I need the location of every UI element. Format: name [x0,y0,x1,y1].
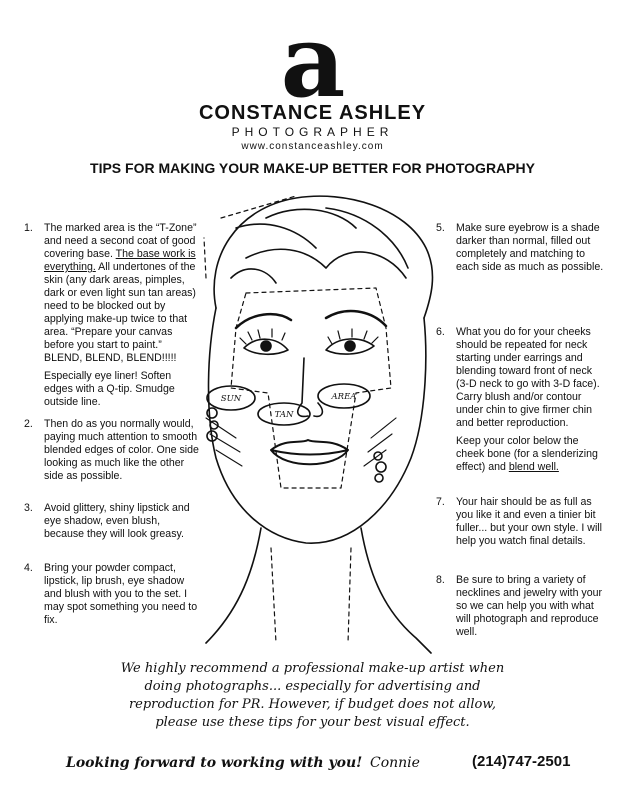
tip-text: Your hair should be as full as you like it and even a tinier bit fuller... but your own style. I will help you watch final details. [456,496,603,547]
tip-number: 7. [436,496,445,508]
tip-number: 8. [436,574,445,586]
logo [268,22,358,102]
tip-text-part: All undertones of the skin (any dark areas, pimples, dark or even light sun tan areas) need to be blocked out by applying make-up twice to that area. “Prepare your canvas before you start to paint.” BLEND, BLEND, BLEND!!!!! [44,261,196,364]
sun-label: SUN [220,394,242,404]
logo-letter: a [280,22,346,102]
earring-right [374,452,386,482]
face-illustration [176,188,454,658]
tip-extra-part: Keep your color below the cheek bone (for a slenderizing effect) and [456,435,598,473]
t-zone-outline [231,288,391,488]
tip-number: 1. [24,222,33,234]
signer-name: Connie [370,755,420,771]
tip-text-part: The marked area is the “T-Zone” and need a second coat of good covering base. [44,222,197,260]
tip-number: 5. [436,222,445,234]
area-label: AREA [331,392,357,402]
neck-outline [206,528,431,653]
tip-extra: Especially eye liner! Soften edges with a Q-tip. Smudge outside line. [44,370,175,408]
tip-text: What you do for your cheeks should be repeated for neck starting under earrings and blending toward front of neck (3-D neck to go with 3-D face). Carry blush and/or contour under chin to give firmer chin and better reproduction. [456,326,600,429]
logo-mark-icon [268,22,358,102]
cheek-strokes-left [206,418,242,466]
closing-message [0,660,625,732]
lips [271,440,348,464]
tip-8 [436,574,604,639]
tip-text: Then do as you normally would, paying much attention to smooth blended edges of color. One side looking as much like the other side as possible. [44,418,199,482]
closing-line: please use these tips for your best visual effect. [155,715,470,730]
hair-outline [214,196,432,318]
pupil-right [345,341,355,351]
eyebrow-right [326,311,386,326]
closing-line: reproduction for PR. However, if budget does not allow, [128,697,497,712]
tip-number: 4. [24,562,33,574]
brand-website: www.constanceashley.com [241,141,384,152]
phone-number: (214)747-2501 [472,753,571,770]
tip-6 [436,326,604,474]
eyebrow-left [236,314,291,328]
brand-name: CONSTANCE ASHLEY [198,102,427,124]
lashes [240,329,378,344]
signoff: Looking forward to working with you! [66,755,363,771]
nose [298,358,323,416]
tip-7 [436,496,604,548]
tan-label: TAN [274,410,294,420]
closing-line: We highly recommend a professional make-up artist when [120,661,505,676]
tip-underline: The base work is everything. [44,248,196,273]
tip-number: 2. [24,418,33,430]
closing-line: doing photographs... especially for advertising and [144,679,481,694]
pupil-left [261,341,271,351]
brand-subtitle: PHOTOGRAPHER [231,125,394,139]
tip-text: Avoid glittery, shiny lipstick and eye shadow, even blush, because they will look greasy. [44,502,190,540]
tip-underline: blend well. [508,461,559,473]
tip-number: 6. [436,326,445,338]
tip-number: 3. [24,502,33,514]
face-outline [209,308,426,543]
tip-extra [456,435,604,474]
tip-text: Be sure to bring a variety of necklines and jewelry with your so we can help you with what will photograph and reproduce well. [456,574,603,638]
tip-text: Make sure eyebrow is a shade darker than normal, filled out completely and matching to each side as much as possible. [456,222,604,273]
tip-text: Bring your powder compact, lipstick, lip brush, eye shadow and blush with you to the set. I may spot something you need to fix. [44,562,198,626]
page-title: TIPS FOR MAKING YOUR MAKE-UP BETTER FOR PHOTOGRAPHY [90,160,535,176]
tip-5 [436,222,604,274]
